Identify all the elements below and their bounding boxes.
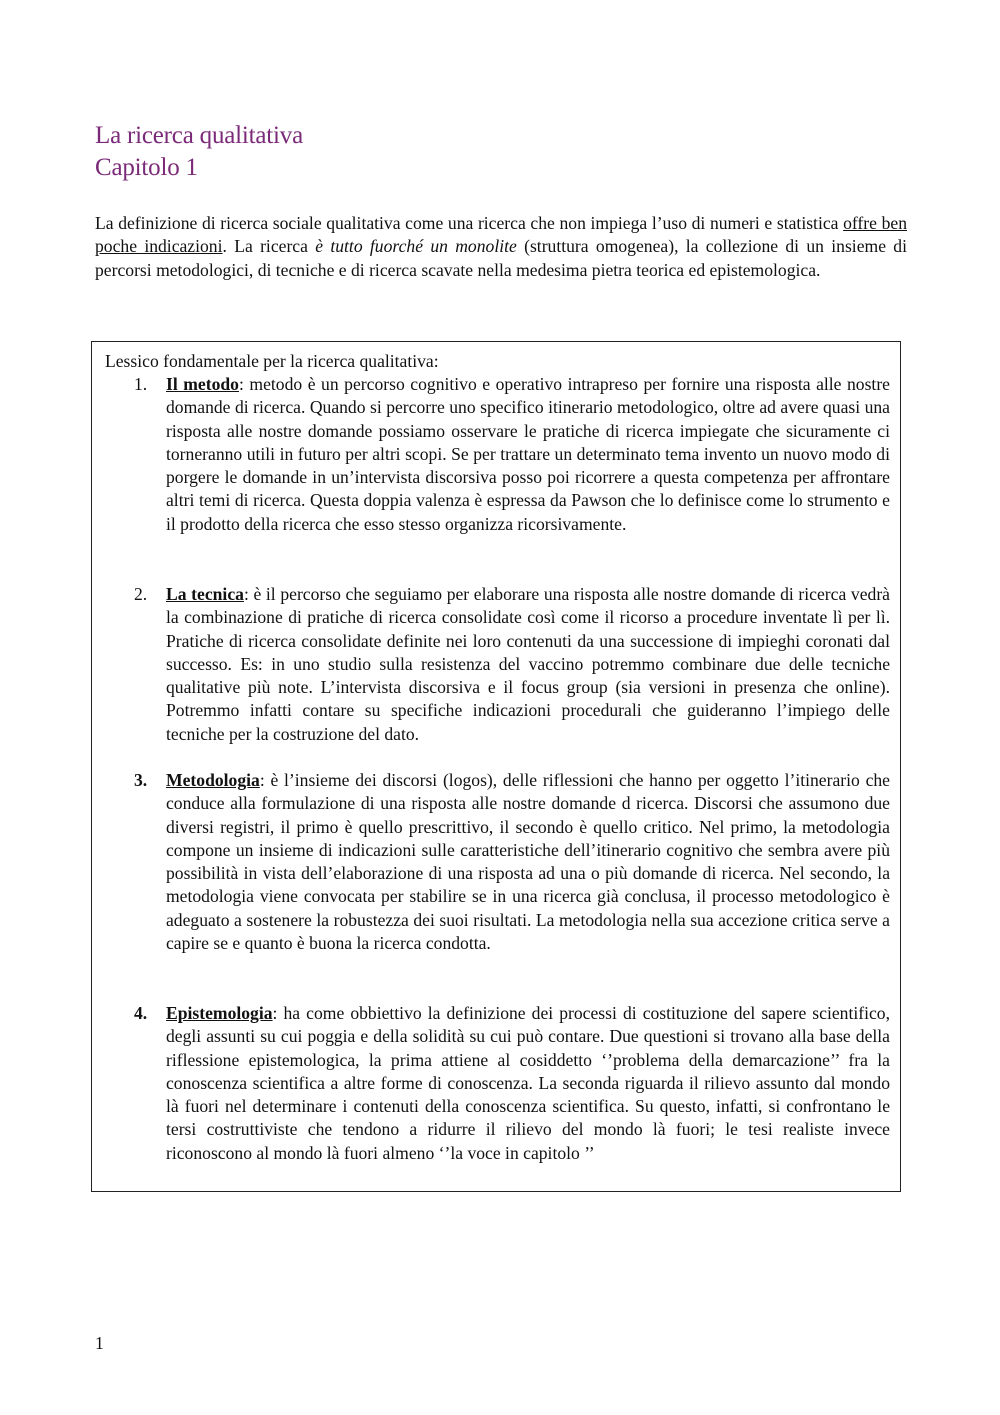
intro-italic-text: è tutto fuorché un monolite — [315, 236, 517, 257]
intro-underlined-text: offre ben poche indicazioni — [95, 213, 907, 257]
glossary-item-metodologia — [134, 769, 890, 955]
intro-paragraph — [95, 212, 907, 282]
intro-text-3: (struttura omogenea), la collezione di un insieme di percorsi metodologici, di tecniche e di ricerca scavate nella medesima pietra teorica ed epistemologica. — [95, 236, 907, 280]
chapter-title — [95, 120, 303, 184]
title-line-1: La ricerca qualitativa — [95, 122, 303, 149]
item-number: 4. — [134, 1003, 148, 1023]
item-text: : metodo è un percorso cognitivo e operativo intrapreso per fornire una risposta alle nostre domande di ricerca. Quando si percorre uno specifico itinerario metodologico, oltre ad avere quasi una risposta alle nostre domande possiamo osservare le pratiche di ricerca impiegate che sicuramente ci torneranno utili in futuro per altri scopi. Se per trattare un determinato tema invento un nuovo modo di porgere le domande in un’intervista discorsiva posso poi ricorrere a questa competenza per affrontare altri temi di ricerca. Questa doppia valenza è espressa da Pawson che lo definisce come lo strumento e il prodotto della ricerca che esso stesso organizza ricorsivamente. — [166, 374, 890, 534]
item-text: : ha come obbiettivo la definizione dei processi di costituzione del sapere scientifico, degli assunti su cui poggia e della solidità su cui può contare. Due questioni si trovano alla base della riflessione epistemologica, la prima attiene al cosiddetto ‘’problema della demarcazione’’ fra la conoscenza scientifica a altre forme di conoscenza. La seconda riguarda il rilievo assunto dal mondo là fuori nel determinare i contenuti della conoscenza scientifica. Su questo, infatti, si confrontano le tersi costruttiviste che tendono a ridurre il rilievo del mondo là fuori; le tesi realiste invece riconoscono al mondo là fuori almeno ‘’la voce in capitolo ’’ — [166, 1003, 890, 1163]
intro-text-2: . La ricerca — [222, 236, 316, 257]
item-number: 1. — [134, 374, 148, 394]
title-line-2: Capitolo 1 — [95, 154, 198, 181]
item-number: 3. — [134, 770, 148, 790]
item-text: : è il percorso che seguiamo per elaborare una risposta alle nostre domande di ricerca vedrà la combinazione di pratiche di ricerca consolidate così come il ricorso a procedure inventate lì per lì. Pratiche di ricerca consolidate definite nei loro contenuti da una successione di impieghi coronati dal successo. Es: in uno studio sulla resistenza del vaccino potremmo combinare due delle tecniche qualitative più note. L’intervista discorsiva e il focus group (sia versioni in presenza che online). Potremmo infatti contare su specifiche indicazioni procedurali che guideranno l’impiego delle tecniche per la costruzione del dato. — [166, 584, 890, 744]
glossary-item-tecnica — [134, 583, 890, 746]
item-number: 2. — [134, 584, 148, 604]
glossary-item-epistemologia — [134, 1002, 890, 1165]
item-term: Metodologia — [166, 770, 260, 790]
item-term: La tecnica — [166, 584, 244, 604]
item-term: Il metodo — [166, 374, 239, 394]
item-text: : è l’insieme dei discorsi (logos), delle riflessioni che hanno per oggetto l’itinerario che conduce alla formulazione di una risposta alle nostre domande d ricerca. Discorsi che assumono due diversi registri, il primo è quello prescrittivo, il secondo è quello critico. Nel primo, la metodologia compone un insieme di indicazioni sulle caratteristiche dell’itinerario cognitivo che sembra avere più possibilità in vista dell’elaborazione di una risposta ad una o più domande di ricerca. Nel secondo, la metodologia viene convocata per stabilire se in una ricerca già conclusa, il processo metodologico è adeguato a sostenere la robustezza dei suoi risultati. La metodologia nella sua accezione critica serve a capire se e quanto è buona la ricerca condotta. — [166, 770, 890, 954]
item-term: Epistemologia — [166, 1003, 273, 1023]
glossary-box — [91, 341, 901, 1192]
glossary-heading: Lessico fondamentale per la ricerca qualitativa: — [105, 351, 439, 371]
page-number: 1 — [95, 1333, 104, 1353]
intro-text-1: La definizione di ricerca sociale qualitativa come una ricerca che non impiega l’uso di numeri e statistica — [95, 213, 844, 233]
glossary-item-metodo — [134, 373, 890, 536]
